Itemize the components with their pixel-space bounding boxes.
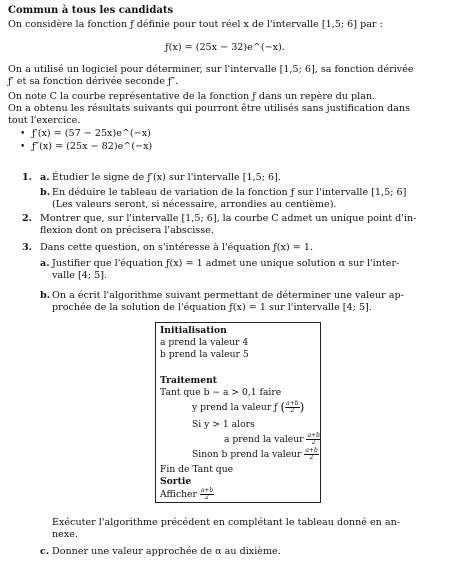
question-1b-label: b.	[40, 187, 51, 198]
intro-line-2: On a utilisé un logiciel pour déterminer, sur l'intervalle [1,5; 6], sa fonction dérivée	[8, 64, 414, 75]
algo-out-title: Sortie	[160, 476, 192, 487]
algo-a-assign: a prend la valeur $\frac{a+b}{2}$	[224, 432, 320, 446]
algo-init-title: Initialisation	[160, 325, 227, 336]
section-title: Commun à tous les candidats	[8, 5, 174, 16]
question-3b-line-1: On a écrit l'algorithme suivant permettant de déterminer une valeur ap-	[52, 290, 404, 301]
intro-line-1: On considère la fonction ƒ définie pour tout réel x de l'intervalle [1,5; 6] par :	[8, 19, 383, 30]
fraction-a-plus-b-over-2: $\frac{a+b}{2}$	[286, 400, 299, 414]
algo-while: Tant que b − a > 0,1 faire	[160, 387, 282, 398]
algo-end-while: Fin de Tant que	[160, 464, 234, 475]
fraction-a-plus-b-over-2: $\frac{a+b}{2}$	[200, 487, 214, 501]
question-1b-line-1: En déduire le tableau de variation de la fonction ƒ sur l'intervalle [1,5; 6]	[52, 187, 407, 198]
fraction-a-plus-b-over-2: $\frac{a+b}{2}$	[305, 447, 318, 461]
question-3a-line-1: Justifier que l'équation ƒ(x) = 1 admet une unique solution α sur l'inter-	[52, 258, 400, 269]
second-derivative-formula: ƒ″(x) = (25x − 82)e^(−x)	[32, 141, 153, 152]
intro-line-5: On a obtenu les résultats suivants qui pourront être utilisés sans justification dans	[8, 103, 410, 114]
question-3c-text: Donner une valeur approchée de α au dixième.	[52, 546, 281, 557]
intro-line-3: ƒ′ et sa fonction dérivée seconde ƒ″.	[8, 76, 179, 87]
algorithm-box	[155, 322, 321, 503]
algo-treat-title: Traitement	[160, 375, 218, 386]
fraction-a-plus-b-over-2: $\frac{a+b}{2}$	[307, 432, 320, 446]
algo-y-assign: y prend la valeur ƒ ( $\frac{a+b}{2}$ )	[192, 400, 305, 414]
algo-display: Afficher $\frac{a+b}{2}$	[160, 487, 214, 501]
question-2-line-1: Montrer que, sur l'intervalle [1,5; 6], la courbe C admet un unique point d'in-	[40, 213, 417, 224]
algo-if: Si y > 1 alors	[192, 419, 255, 430]
question-3c-label: c.	[40, 546, 50, 557]
question-1-number: 1.	[22, 172, 33, 183]
algo-y-assign-text: y prend la valeur ƒ	[192, 402, 278, 413]
intro-line-6: tout l'exercice.	[8, 115, 81, 126]
bullet-dot: •	[20, 142, 26, 152]
execute-line-1: Exécuter l'algorithme précédent en complétant le tableau donné en an-	[52, 517, 401, 528]
question-1a-text: Étudier le signe de ƒ′(x) sur l'intervalle [1,5; 6].	[52, 172, 281, 183]
algo-init-b: b prend la valeur 5	[160, 349, 249, 360]
question-1b-line-2: (Les valeurs seront, si nécessaire, arrondies au centième).	[52, 199, 337, 210]
derivative-formula: ƒ′(x) = (57 − 25x)e^(−x)	[32, 128, 151, 139]
question-1a-label: a.	[40, 172, 50, 183]
question-3b-line-2: prochée de la solution de l'équation ƒ(x) = 1 sur l'intervalle [4; 5].	[52, 302, 372, 313]
question-3-text: Dans cette question, on s'intéresse à l'équation ƒ(x) = 1.	[40, 242, 313, 253]
question-3-number: 3.	[22, 242, 33, 253]
intro-line-4: On note C la courbe représentative de la fonction ƒ dans un repère du plan.	[8, 91, 376, 102]
execute-line-2: nexe.	[52, 529, 78, 540]
function-formula: ƒ(x) = (25x − 32)e^(−x).	[165, 42, 285, 53]
question-2-line-2: flexion dont on précisera l'abscisse.	[40, 225, 214, 236]
algo-else: Sinon b prend la valeur $\frac{a+b}{2}$	[192, 447, 318, 461]
bullet-dot: •	[20, 129, 26, 139]
question-3b-label: b.	[40, 290, 51, 301]
question-3a-line-2: valle [4; 5].	[52, 270, 108, 281]
algo-init-a: a prend la valeur 4	[160, 337, 249, 348]
question-2-number: 2.	[22, 213, 33, 224]
question-3a-label: a.	[40, 258, 50, 269]
